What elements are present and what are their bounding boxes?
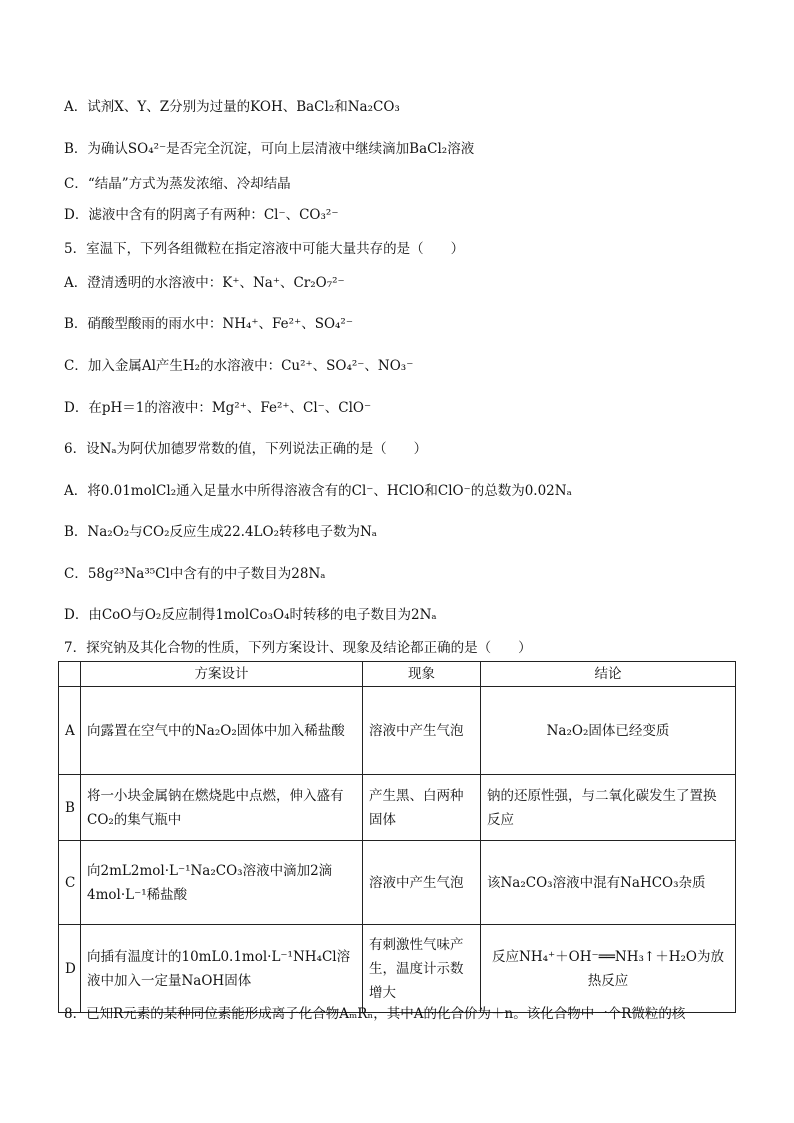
row-conclusion: Na₂O₂固体已经变质 <box>481 687 736 775</box>
header-design: 方案设计 <box>81 662 363 687</box>
q6-stem: 6．设Nₐ为阿伏加德罗常数的值，下列说法正确的是（ ） <box>64 441 428 457</box>
row-phenomenon: 有刺激性气味产生，温度计示数增大 <box>363 925 481 1013</box>
q4-option-b: B．为确认SO₄²⁻是否完全沉淀，可向上层清液中继续滴加BaCl₂溶液 <box>64 141 475 157</box>
row-label: C <box>59 841 81 925</box>
row-design: 向插有温度计的10mL0.1mol·L⁻¹NH₄Cl溶液中加入一定量NaOH固体 <box>81 925 363 1013</box>
q6-option-a: A．将0.01molCl₂通入足量水中所得溶液含有的Cl⁻、HClO和ClO⁻的总数为0.02Nₐ <box>64 483 572 499</box>
q5-stem: 5．室温下，下列各组微粒在指定溶液中可能大量共存的是（ ） <box>64 241 465 257</box>
row-phenomenon: 产生黑、白两种固体 <box>363 775 481 841</box>
table-row <box>59 775 736 841</box>
row-conclusion: 反应NH₄⁺＋OH⁻══NH₃↑＋H₂O为放热反应 <box>481 925 736 1013</box>
q5-option-b: B．硝酸型酸雨的雨水中：NH₄⁺、Fe²⁺、SO₄²⁻ <box>64 316 353 332</box>
table-row <box>59 687 736 775</box>
q5-option-d: D．在pH＝1的溶液中：Mg²⁺、Fe²⁺、Cl⁻、ClO⁻ <box>64 400 372 416</box>
row-label: B <box>59 775 81 841</box>
q4-option-c: C．“结晶”方式为蒸发浓缩、冷却结晶 <box>64 176 291 192</box>
q7-stem: 7．探究钠及其化合物的性质，下列方案设计、现象及结论都正确的是（ ） <box>64 640 532 656</box>
experiment-table <box>58 661 736 1013</box>
header-phenomenon: 现象 <box>363 662 481 687</box>
row-design: 向露置在空气中的Na₂O₂固体中加入稀盐酸 <box>81 687 363 775</box>
q5-option-a: A．澄清透明的水溶液中：K⁺、Na⁺、Cr₂O₇²⁻ <box>64 275 345 291</box>
table-row <box>59 925 736 1013</box>
q8-stem: 8．已知R元素的某种同位素能形成离子化合物AₘRₙ，其中A的化合价为＋n。该化合物中一个R微粒的核 <box>64 1006 686 1022</box>
row-conclusion: 该Na₂CO₃溶液中混有NaHCO₃杂质 <box>481 841 736 925</box>
q4-option-d: D．滤液中含有的阴离子有两种：Cl⁻、CO₃²⁻ <box>64 207 339 223</box>
row-conclusion: 钠的还原性强，与二氧化碳发生了置换反应 <box>481 775 736 841</box>
q6-option-b: B．Na₂O₂与CO₂反应生成22.4LO₂转移电子数为Nₐ <box>64 524 378 540</box>
row-phenomenon: 溶液中产生气泡 <box>363 687 481 775</box>
q5-option-c: C．加入金属Al产生H₂的水溶液中：Cu²⁺、SO₄²⁻、NO₃⁻ <box>64 358 414 374</box>
q4-option-a: A．试剂X、Y、Z分别为过量的KOH、BaCl₂和Na₂CO₃ <box>64 99 400 115</box>
row-label: A <box>59 687 81 775</box>
q6-option-c: C．58g²³Na³⁵Cl中含有的中子数目为28Nₐ <box>64 566 326 582</box>
header-conclusion: 结论 <box>481 662 736 687</box>
table-row <box>59 841 736 925</box>
row-design: 将一小块金属钠在燃烧匙中点燃，伸入盛有CO₂的集气瓶中 <box>81 775 363 841</box>
row-phenomenon: 溶液中产生气泡 <box>363 841 481 925</box>
header-label <box>59 662 81 687</box>
row-design: 向2mL2mol·L⁻¹Na₂CO₃溶液中滴加2滴4mol·L⁻¹稀盐酸 <box>81 841 363 925</box>
row-label: D <box>59 925 81 1013</box>
q6-option-d: D．由CoO与O₂反应制得1molCo₃O₄时转移的电子数目为2Nₐ <box>64 607 437 623</box>
table-header-row <box>59 662 736 687</box>
